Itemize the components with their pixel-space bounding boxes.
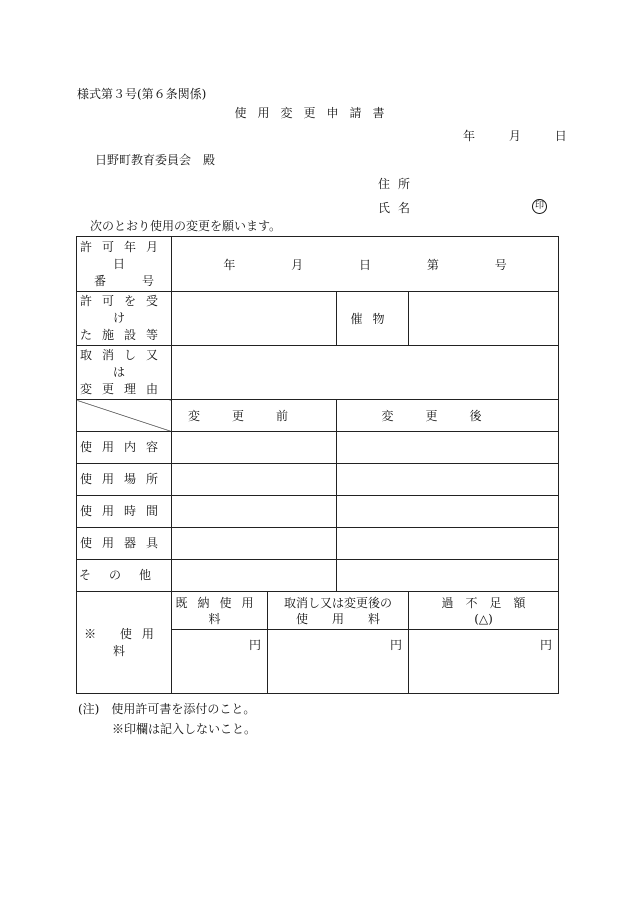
after-field[interactable]	[337, 528, 559, 560]
note-attach-permit: (注) 使用許可書を添付のこと。	[78, 702, 256, 716]
permit-label: 許可年月日 番 号	[77, 237, 172, 292]
change-row	[77, 464, 559, 496]
after-field[interactable]	[337, 560, 559, 592]
change-row-label: その他	[77, 560, 172, 592]
diagonal-header-cell	[77, 400, 172, 432]
facility-field[interactable]	[172, 292, 337, 346]
fee-label: ※ 使用料	[77, 592, 172, 694]
application-table	[76, 236, 559, 694]
form-title: 使用変更申請書	[234, 106, 396, 120]
paid-fee-header: 既納使用料	[172, 592, 268, 630]
name-label: 氏名	[378, 201, 419, 215]
change-row-label: 使用時間	[77, 496, 172, 528]
change-row-label: 使用器具	[77, 528, 172, 560]
facility-label: 許可を受け た施設等	[77, 292, 172, 346]
intro-text: 次のとおり使用の変更を願います。	[90, 219, 282, 233]
before-field[interactable]	[172, 464, 337, 496]
paid-fee-field[interactable]	[172, 630, 268, 694]
note-no-entry: ※印欄は記入しないこと。	[112, 722, 257, 736]
yen-unit: 円	[389, 638, 402, 652]
yen-unit: 円	[540, 638, 553, 652]
date-month-label: 月	[508, 129, 521, 143]
before-change-header: 変更前	[172, 400, 337, 432]
permit-row	[77, 237, 559, 292]
address-label: 住所	[378, 177, 419, 191]
after-field[interactable]	[337, 496, 559, 528]
change-row-label: 使用場所	[77, 464, 172, 496]
cancel-reason-label: 取消し又は 変更理由	[77, 346, 172, 400]
change-row	[77, 496, 559, 528]
date-year-label: 年	[463, 129, 476, 143]
addressee: 日野町教育委員会 殿	[95, 153, 216, 167]
difference-header: 過 不 足 額 (△)	[409, 592, 559, 630]
after-field[interactable]	[337, 432, 559, 464]
before-field[interactable]	[172, 432, 337, 464]
after-field[interactable]	[337, 464, 559, 496]
form-number: 様式第３号(第６条関係)	[77, 87, 207, 101]
event-label: 催物	[337, 292, 409, 346]
after-change-header: 変更後	[337, 400, 559, 432]
before-field[interactable]	[172, 528, 337, 560]
cancel-reason-row	[77, 346, 559, 400]
yen-unit: 円	[248, 638, 261, 652]
difference-field[interactable]	[409, 630, 559, 694]
date-day-label: 日	[554, 129, 567, 143]
application-date	[463, 127, 567, 144]
after-fee-field[interactable]	[268, 630, 409, 694]
change-row	[77, 560, 559, 592]
change-header-row	[77, 400, 559, 432]
event-field[interactable]	[409, 292, 559, 346]
before-field[interactable]	[172, 560, 337, 592]
change-row	[77, 432, 559, 464]
permit-value-field[interactable]: 年 月 日 第 号	[172, 237, 559, 292]
change-row-label: 使用内容	[77, 432, 172, 464]
cancel-reason-field[interactable]	[172, 346, 559, 400]
seal-mark: 印	[532, 199, 547, 214]
fee-header-row	[77, 592, 559, 630]
after-fee-header: 取消し又は変更後の 使 用 料	[268, 592, 409, 630]
facility-row	[77, 292, 559, 346]
before-field[interactable]	[172, 496, 337, 528]
change-row	[77, 528, 559, 560]
